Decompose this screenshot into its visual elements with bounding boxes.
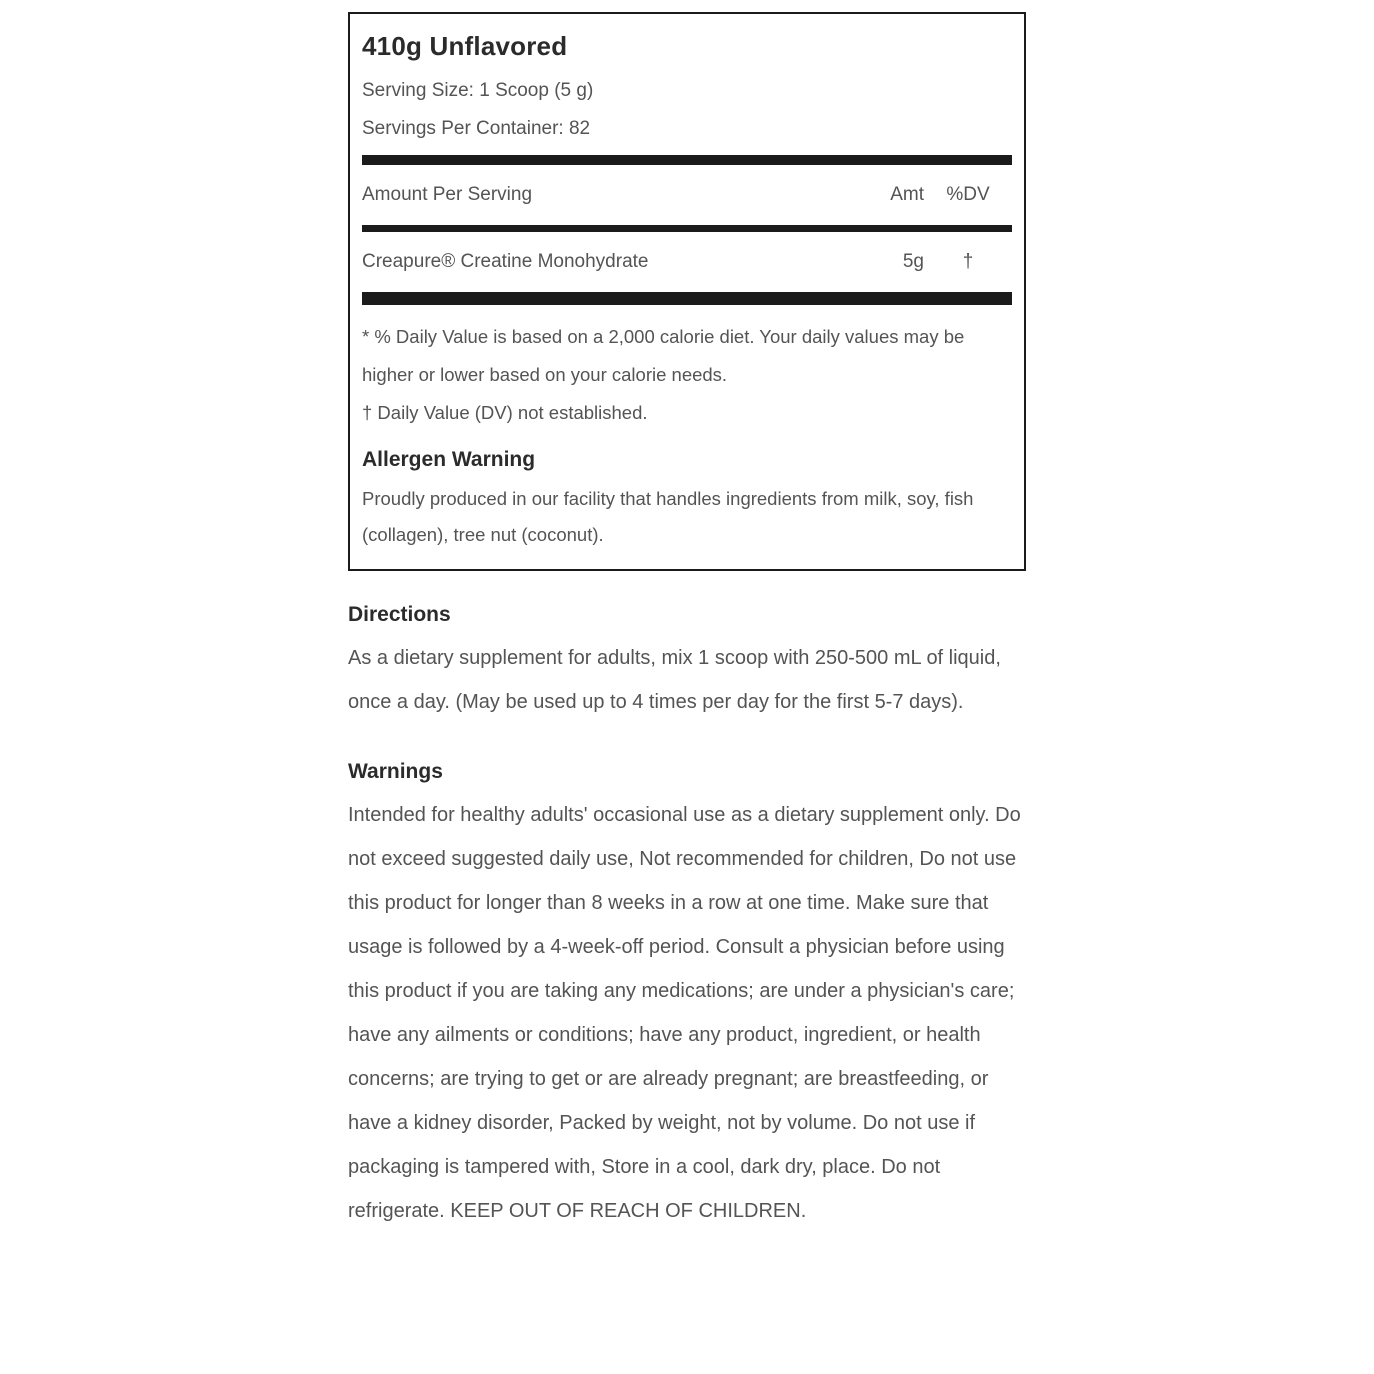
ingredient-name: Creapure® Creatine Monohydrate	[362, 251, 649, 272]
header-amt: Amt	[890, 184, 924, 205]
supplement-facts-panel	[348, 12, 1026, 571]
serving-size: Serving Size: 1 Scoop (5 g)	[362, 80, 594, 101]
dv-not-established-footnote: † Daily Value (DV) not established.	[362, 402, 648, 423]
servings-per-container: Servings Per Container: 82	[362, 118, 591, 139]
header-amount-per-serving: Amount Per Serving	[362, 184, 533, 205]
directions-text: As a dietary supplement for adults, mix 1 scoop with 250-500 mL of liquid, once a day. (May be used up to 4 times per day for the first 5-7 days).	[348, 647, 1001, 713]
table-row	[362, 232, 1012, 292]
directions-heading: Directions	[348, 603, 451, 626]
footnotes	[362, 318, 1012, 432]
variant-title: 410g Unflavored	[362, 31, 568, 61]
daily-value-footnote: * % Daily Value is based on a 2,000 calorie diet. Your daily values may be higher or lower based on your calorie needs.	[362, 326, 965, 385]
supplement-info-column	[348, 0, 1026, 1233]
divider-thick-bottom	[362, 292, 1012, 305]
allergen-warning-heading: Allergen Warning	[362, 448, 536, 471]
warnings-heading: Warnings	[348, 760, 443, 783]
table-header-row	[362, 165, 1012, 225]
allergen-warning-text: Proudly produced in our facility that handles ingredients from milk, soy, fish (collagen), tree nut (coconut).	[362, 488, 974, 545]
divider-thick-top	[362, 155, 1012, 165]
ingredient-dv-dagger: †	[962, 251, 974, 272]
warnings-text: Intended for healthy adults' occasional use as a dietary supplement only. Do not exceed suggested daily use, Not recommended for children, Do not use this product for longer than 8 weeks in a row at one time. Make sure that usage is followed by a 4-week-off period. Consult a physician before using this product if you are taking any medications; are under a physician's care; have any ailments or conditions; have any product, ingredient, or health concerns; are trying to get or are already pregnant; are breastfeeding, or have a kidney disorder, Packed by weight, not by volume. Do not use if packaging is tampered with, Store in a cool, dark dry, place. Do not refrigerate. KEEP OUT OF REACH OF CHILDREN.	[348, 804, 1021, 1222]
ingredient-amount: 5g	[902, 251, 924, 272]
divider-medium	[362, 225, 1012, 232]
header-percent-dv: %DV	[946, 184, 990, 205]
